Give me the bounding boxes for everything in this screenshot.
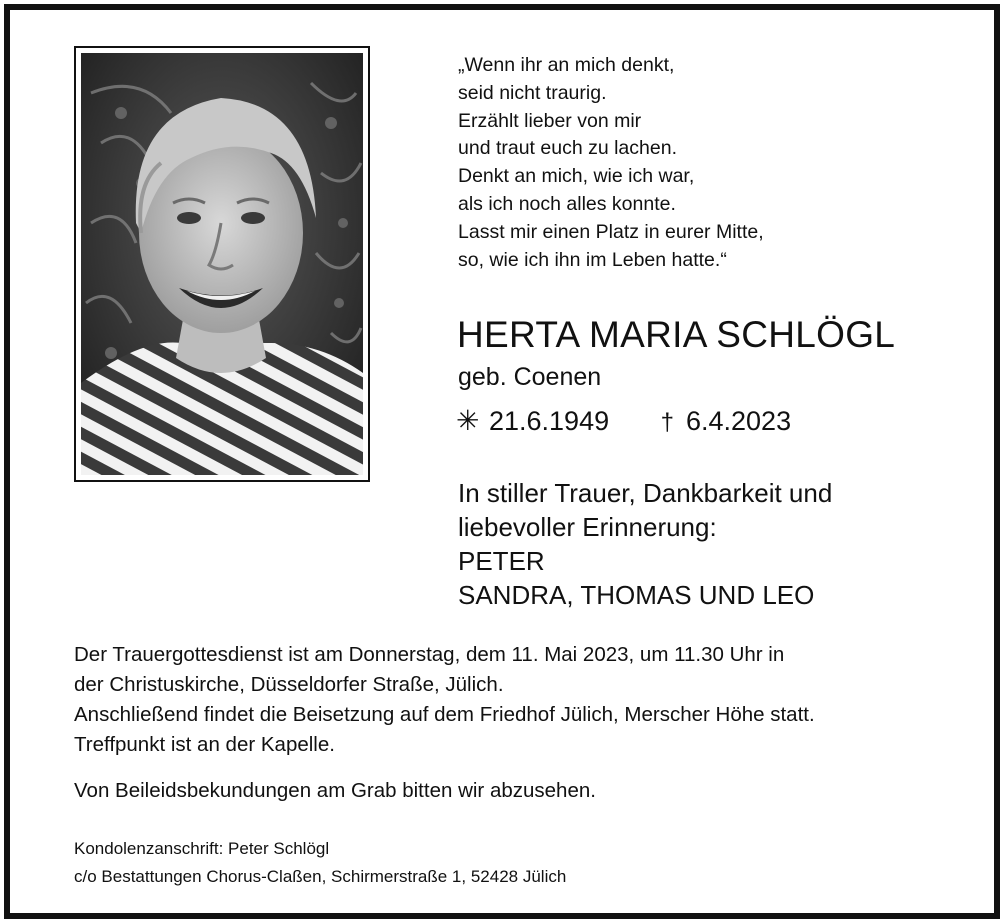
service-line: Treffpunkt ist an der Kapelle. [74,733,335,756]
service-line: Anschließend findet die Beisetzung auf dem Friedhof Jülich, Merscher Höhe statt. [74,703,815,726]
service-line: Der Trauergottesdienst ist am Donnerstag, dem 11. Mai 2023, um 11.30 Uhr in [74,643,785,666]
portrait-photo-icon [81,53,363,475]
life-dates [456,403,791,441]
birth-star-icon: ✳ [456,405,480,436]
deceased-name: HERTA MARIA SCHLÖGL [457,314,896,355]
poem-line: Denkt an mich, wie ich war, [458,165,695,188]
poem-line: als ich noch alles konnte. [458,192,676,215]
service-line: der Christuskirche, Düsseldorfer Straße, Jülich. [74,673,504,696]
obituary-frame [4,4,1000,919]
death-date: 6.4.2023 [685,406,792,436]
address-line: c/o Bestattungen Chorus-Claßen, Schirmerstraße 1, 52428 Jülich [74,867,567,886]
poem-line: seid nicht traurig. [458,81,607,104]
maiden-name: geb. Coenen [458,363,602,391]
poem-line: und traut euch zu lachen. [458,137,677,160]
poem-line: „Wenn ihr an mich denkt, [458,54,675,76]
mourners [458,476,832,612]
birth-date: 21.6.1949 [488,406,610,436]
condolence-request: Von Beileidsbekundungen am Grab bitten wir abzusehen. [74,779,596,802]
mourners-line: SANDRA, THOMAS UND LEO [458,580,815,610]
poem-line: so, wie ich ihn im Leben hatte.“ [458,248,727,271]
mourners-line: In stiller Trauer, Dankbarkeit und [458,478,833,508]
portrait-photo [74,46,370,482]
address-line: Kondolenzanschrift: Peter Schlögl [74,839,330,858]
mourners-line: PETER [458,546,545,576]
mourners-line: liebevoller Erinnerung: [458,512,717,542]
poem-line: Erzählt lieber von mir [458,109,642,132]
condolence-address [74,835,566,891]
poem-line: Lasst mir einen Platz in eurer Mitte, [458,220,764,243]
service-info [74,640,815,760]
poem [458,52,928,274]
death-cross-icon: † [660,409,674,436]
